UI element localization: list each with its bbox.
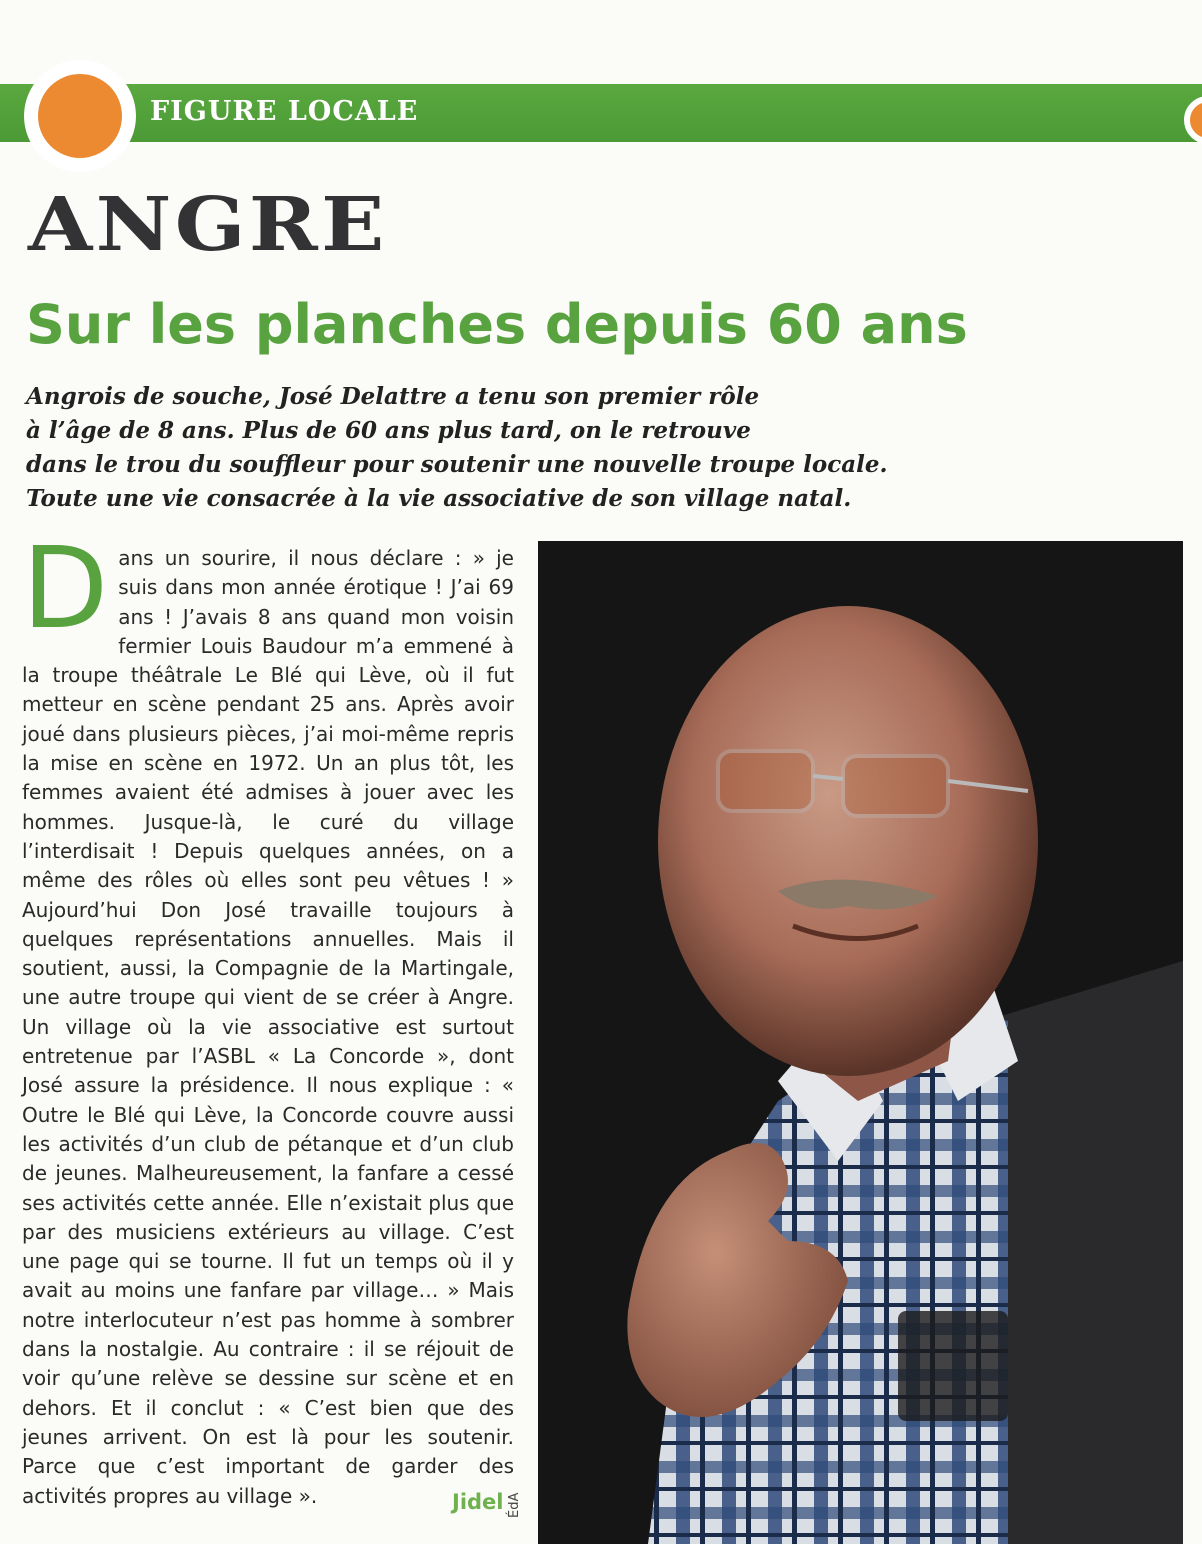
lead-line: à l’âge de 8 ans. Plus de 60 ans plus tard, on le retrouve — [26, 417, 751, 444]
lead-line: Angrois de souche, José Delattre a tenu son premier rôle — [26, 383, 760, 410]
article-lead — [26, 380, 1026, 516]
portrait-illustration — [538, 541, 1183, 1544]
photo-credit-source: ÉdA — [507, 1492, 522, 1518]
banner-bullet-icon — [38, 74, 122, 158]
portrait-photo — [538, 541, 1183, 1544]
section-label: FIGURE LOCALE — [150, 96, 419, 127]
lead-line: dans le trou du souffleur pour soutenir une nouvelle troupe locale. — [26, 451, 888, 478]
article-kicker: ANGRE — [28, 182, 388, 268]
article-body — [22, 524, 514, 1511]
article-body-text: ans un sourire, il nous déclare : » je suis dans mon année érotique ! J’ai 69 ans ! J’avais 8 ans quand mon voisin fermier Louis Baudour m’a emmené à la troupe théâtrale Le Blé qui Lève, où il fut metteur en scène pendant 25 ans. Après avoir joué dans plusieurs pièces, j’ai moi-même repris la mise en scène en 1972. Un an plus tôt, les femmes avaient été admises à jouer avec les hommes. Jusque-là, le curé du village l’interdisait ! Depuis quelques années, on a même des rôles où elles sont peu vêtues ! » Aujourd’hui Don José travaille toujours à quelques représentations annuelles. Mais il soutient, aussi, la Compagnie de la Martingale, une autre troupe qui vient de se créer à Angre. Un village où la vie associative est surtout entretenue par l’ASBL « La Concorde », dont José assure la présidence. Il nous explique : « Outre le Blé qui Lève, la Concorde couvre aussi les activités d’un club de pétanque et d’un club de jeunes. Malheureusement, la fanfare a cessé ses activités cette année. Elle n’existait plus que par des musiciens extérieurs au village. C’est une page qui se tourne. Il fut un temps où il y avait au moins une fanfare par village… » Mais notre interlocuteur n’est pas homme à sombrer dans la nostalgie. Au contraire : il se réjouit de voir qu’une relève se dessine sur scène et en dehors. Et il conclut : « C’est bien que des jeunes arrivent. On est là pour les soutenir. Parce que c’est important de garder des activités propres au village ». — [22, 546, 514, 1508]
article-headline: Sur les planches depuis 60 ans — [26, 293, 968, 356]
photo-credit: Jidel — [452, 1490, 504, 1514]
drop-cap: D — [22, 524, 109, 654]
lead-line: Toute une vie consacrée à la vie associative de son village natal. — [26, 485, 852, 512]
